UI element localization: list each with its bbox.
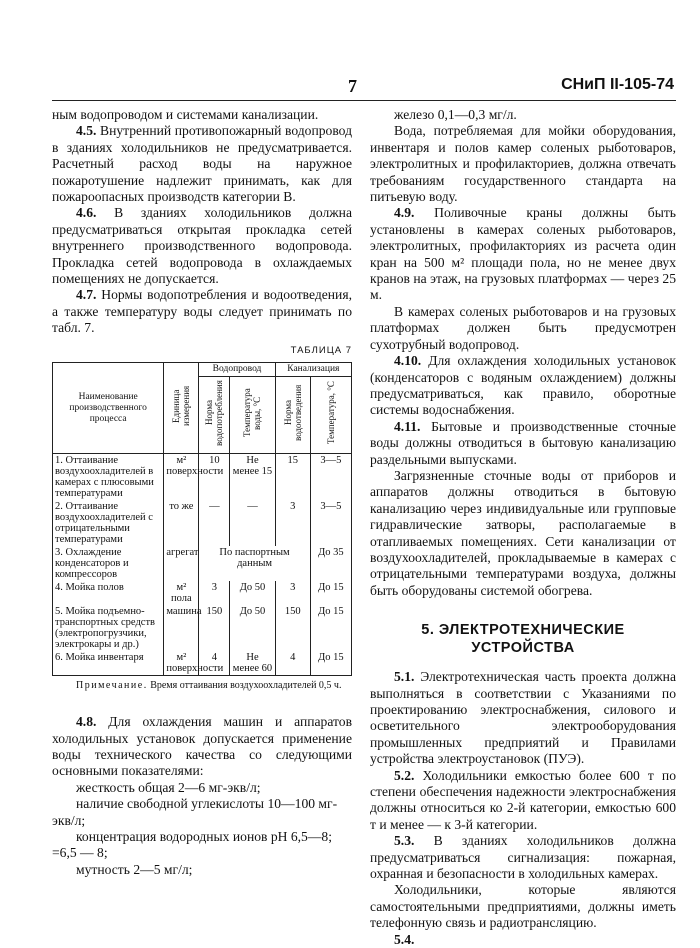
unit-cell: машина [164, 605, 199, 651]
table-note: Примечание. Время оттаивания воздухоохладителей 0,5 ч. [76, 680, 342, 692]
process-cell: 4. Мойка полов [53, 581, 164, 605]
sewer-norm-cell: 3 [275, 581, 310, 605]
water-quality-list [52, 780, 352, 878]
sewer-temp-cell: 3—5 [310, 454, 351, 501]
paragraph-4-8: 4.8. Для охлаждения машин и аппаратов холодильных установок допускается применение воды технического качества со следующими основными показателями: [52, 714, 352, 779]
process-cell: 5. Мойка подъемно-транспортных средств (электропогрузчики, электрокары и др.) [53, 605, 164, 651]
paragraph-4-11: 4.11. Бытовые и производственные сточные воды должны отводиться в бытовую канализацию раздельными выпусками. [370, 418, 677, 467]
section-title: 5. ЭЛЕКТРОТЕХНИЧЕСКИЕ УСТРОЙСТВА [421, 622, 625, 657]
sewer-temp-cell: До 15 [310, 581, 351, 605]
sewer-temp-cell: 3—5 [310, 500, 351, 546]
page-header [0, 76, 700, 96]
paragraph-4-5: 4.5. Внутренний противопожарный водопровод в зданиях холодильников не предусматривается. Расчетный расход воды на наружное пожаротушение надлежит принимать, как для пожароопасных производств категории В. [52, 123, 352, 205]
paragraph-5-3: 5.3. В зданиях холодильников должна предусматриваться сигнализация: пожарная, охранная и безопасности в холодильных камерах. [370, 833, 676, 882]
process-cell: 3. Охлаждение конденсаторов и компрессоров [53, 546, 164, 581]
table-row [53, 651, 352, 676]
clause-number: 4.8. [76, 714, 97, 730]
table-7 [52, 362, 352, 676]
left-column [52, 107, 352, 878]
sewer-norm-cell: 3 [275, 500, 310, 546]
clause-number: 5.2. [394, 767, 415, 783]
header-sewer-temp: Температура, °С [310, 377, 351, 454]
header-process: Наименование производственного процесса [53, 363, 164, 454]
paragraph-5-1: 5.1. Электротехническая часть проекта должна выполняться в соответствии с Указаниями по проектированию электроснабжения, силового и осветительного электрооборудования промышленных предприятий и Правилами устройства электроустановок (ПУЭ). [370, 669, 676, 767]
list-item: жесткость общая 2—6 мг-экв/л; [76, 779, 261, 795]
clause-number: 4.10. [394, 353, 422, 369]
table-row [53, 581, 352, 605]
clause-number: 5.4. [394, 931, 415, 947]
water-norm-cell: 150 [199, 605, 230, 651]
sewer-temp-cell: До 35 [310, 546, 351, 581]
process-cell: 1. Оттаивание воздухоохладителей в камерах с плюсовыми температурами [53, 454, 164, 501]
header-norm-disposal: Норма водоотведения [275, 377, 310, 454]
clause-number: 4.5. [76, 123, 97, 139]
table-row [53, 454, 352, 501]
paragraph-iron: железо 0,1—0,3 мг/л. [394, 107, 517, 122]
unit-cell: то же [164, 500, 199, 546]
header-sewerage: Канализация [275, 363, 351, 377]
clause-number: 4.11. [394, 418, 421, 434]
unit-cell: м² пола [164, 581, 199, 605]
water-norm-cell: 4 [199, 651, 230, 676]
clause-number: 5.3. [394, 833, 415, 849]
paragraph-polluted-water: Загрязненные сточные воды от приборов и аппаратов должны отводиться в бытовую канализацию через индивидуальные или групповые гидравлические затворы, располагаемые в отапливаемых помещениях. Сети канализации от воздухоохладителей, прокладываемые в камерах с отрицательными температурами воздуха, должны быть оборудованы системой обогрева. [370, 467, 676, 598]
header-norm-use: Норма водопотребления [199, 377, 230, 454]
paragraph-platforms: В камерах соленых рыботоваров и на грузовых платформах должен быть предусмотрен сухотрубный водопровод. [370, 303, 676, 352]
clause-number: 4.7. [76, 287, 97, 303]
header-unit: Единица измерения [164, 363, 199, 454]
table-row [53, 605, 352, 651]
header-water-supply: Водопровод [199, 363, 275, 377]
clause-number: 5.1. [394, 669, 415, 685]
paragraph-4-6: 4.6. В зданиях холодильников должна предусматриваться открытая прокладка сетей внутреннего производственного водопровода. Прокладка сетей водопровода в охлаждаемых помещениях не допускается. [52, 205, 352, 287]
clause-number: 4.6. [76, 205, 97, 221]
header-water-temp: Температура воды, °С [230, 377, 275, 454]
process-cell: 6. Мойка инвентаря [53, 651, 164, 676]
list-item: наличие свободной углекислоты 10—100 мг-экв/л; [52, 796, 338, 828]
document-code: СНиП II-105-74 [561, 76, 674, 93]
sewer-norm-cell: 4 [275, 651, 310, 676]
merged-passport-cell: По паспортным данным [199, 546, 310, 581]
process-cell: 2. Оттаивание воздухоохладителей с отрицательными температурами [53, 500, 164, 546]
paragraph-drinking-water: Вода, потребляемая для мойки оборудования, инвентаря и полов камер соленых рыботоваров, электролитных и профилакториев, должна отвечать требованиям государственного стандарта на питьевую воду. [370, 123, 676, 205]
sewer-norm-cell: 150 [275, 605, 310, 651]
list-item: концентрация водородных ионов pH 6,5—8; =6,5 — 8; [52, 828, 333, 861]
paragraph-5-4 [370, 932, 676, 948]
table-caption: ТАБЛИЦА 7 [290, 344, 352, 356]
unit-cell: м² поверхности [164, 454, 199, 501]
unit-cell: м² поверхности [164, 651, 199, 676]
sewer-temp-cell: До 15 [310, 651, 351, 676]
water-norm-cell: 3 [199, 581, 230, 605]
paragraph-phone: Холодильники, которые являются самостоятельными предприятиями, должны иметь телефонную связь и радиотрансляцию. [370, 882, 676, 931]
list-item: мутность 2—5 мг/л; [76, 861, 193, 877]
water-norm-cell: — [199, 500, 230, 546]
page-number: 7 [348, 76, 357, 96]
table-row [53, 500, 352, 546]
header-rule [52, 100, 676, 101]
water-norm-cell: 10 [199, 454, 230, 501]
table-row [53, 546, 352, 581]
water-temp-cell: Не менее 15 [230, 454, 275, 501]
paragraph-4-9: 4.9. Поливочные краны должны быть установлены в камерах соленых рыботоваров, электролитных, профилакториях из расчета один кран на 500 м² площади пола, но не менее двух кранов на этаж, на грузовых платформах — через 25 м. [370, 205, 676, 303]
water-temp-cell: — [230, 500, 275, 546]
sewer-norm-cell: 15 [275, 454, 310, 501]
sewer-temp-cell: До 15 [310, 605, 351, 651]
paragraph-4-7: 4.7. Нормы водопотребления и водоотведения, а также температуру воды следует принимать по табл. 7. [52, 287, 352, 336]
paragraph-intro: ным водопроводом и системами канализации. [52, 107, 319, 122]
water-temp-cell: Не менее 60 [230, 651, 275, 676]
water-temp-cell: До 50 [230, 605, 275, 651]
right-column [370, 107, 676, 948]
unit-cell: агрегат [164, 546, 199, 581]
paragraph-4-10: 4.10. Для охлаждения холодильных установок (конденсаторов с водяным охлаждением) должны предусматриваться, как правило, оборотные системы водоснабжения. [370, 353, 676, 418]
clause-number: 4.9. [394, 205, 415, 221]
paragraph-5-2: 5.2. Холодильники емкостью более 600 т по степени обеспечения надежности электроснабжения должны относиться ко 2-й категории, емкостью 600 т и менее — к 3-й категории. [370, 767, 676, 832]
water-temp-cell: До 50 [230, 581, 275, 605]
